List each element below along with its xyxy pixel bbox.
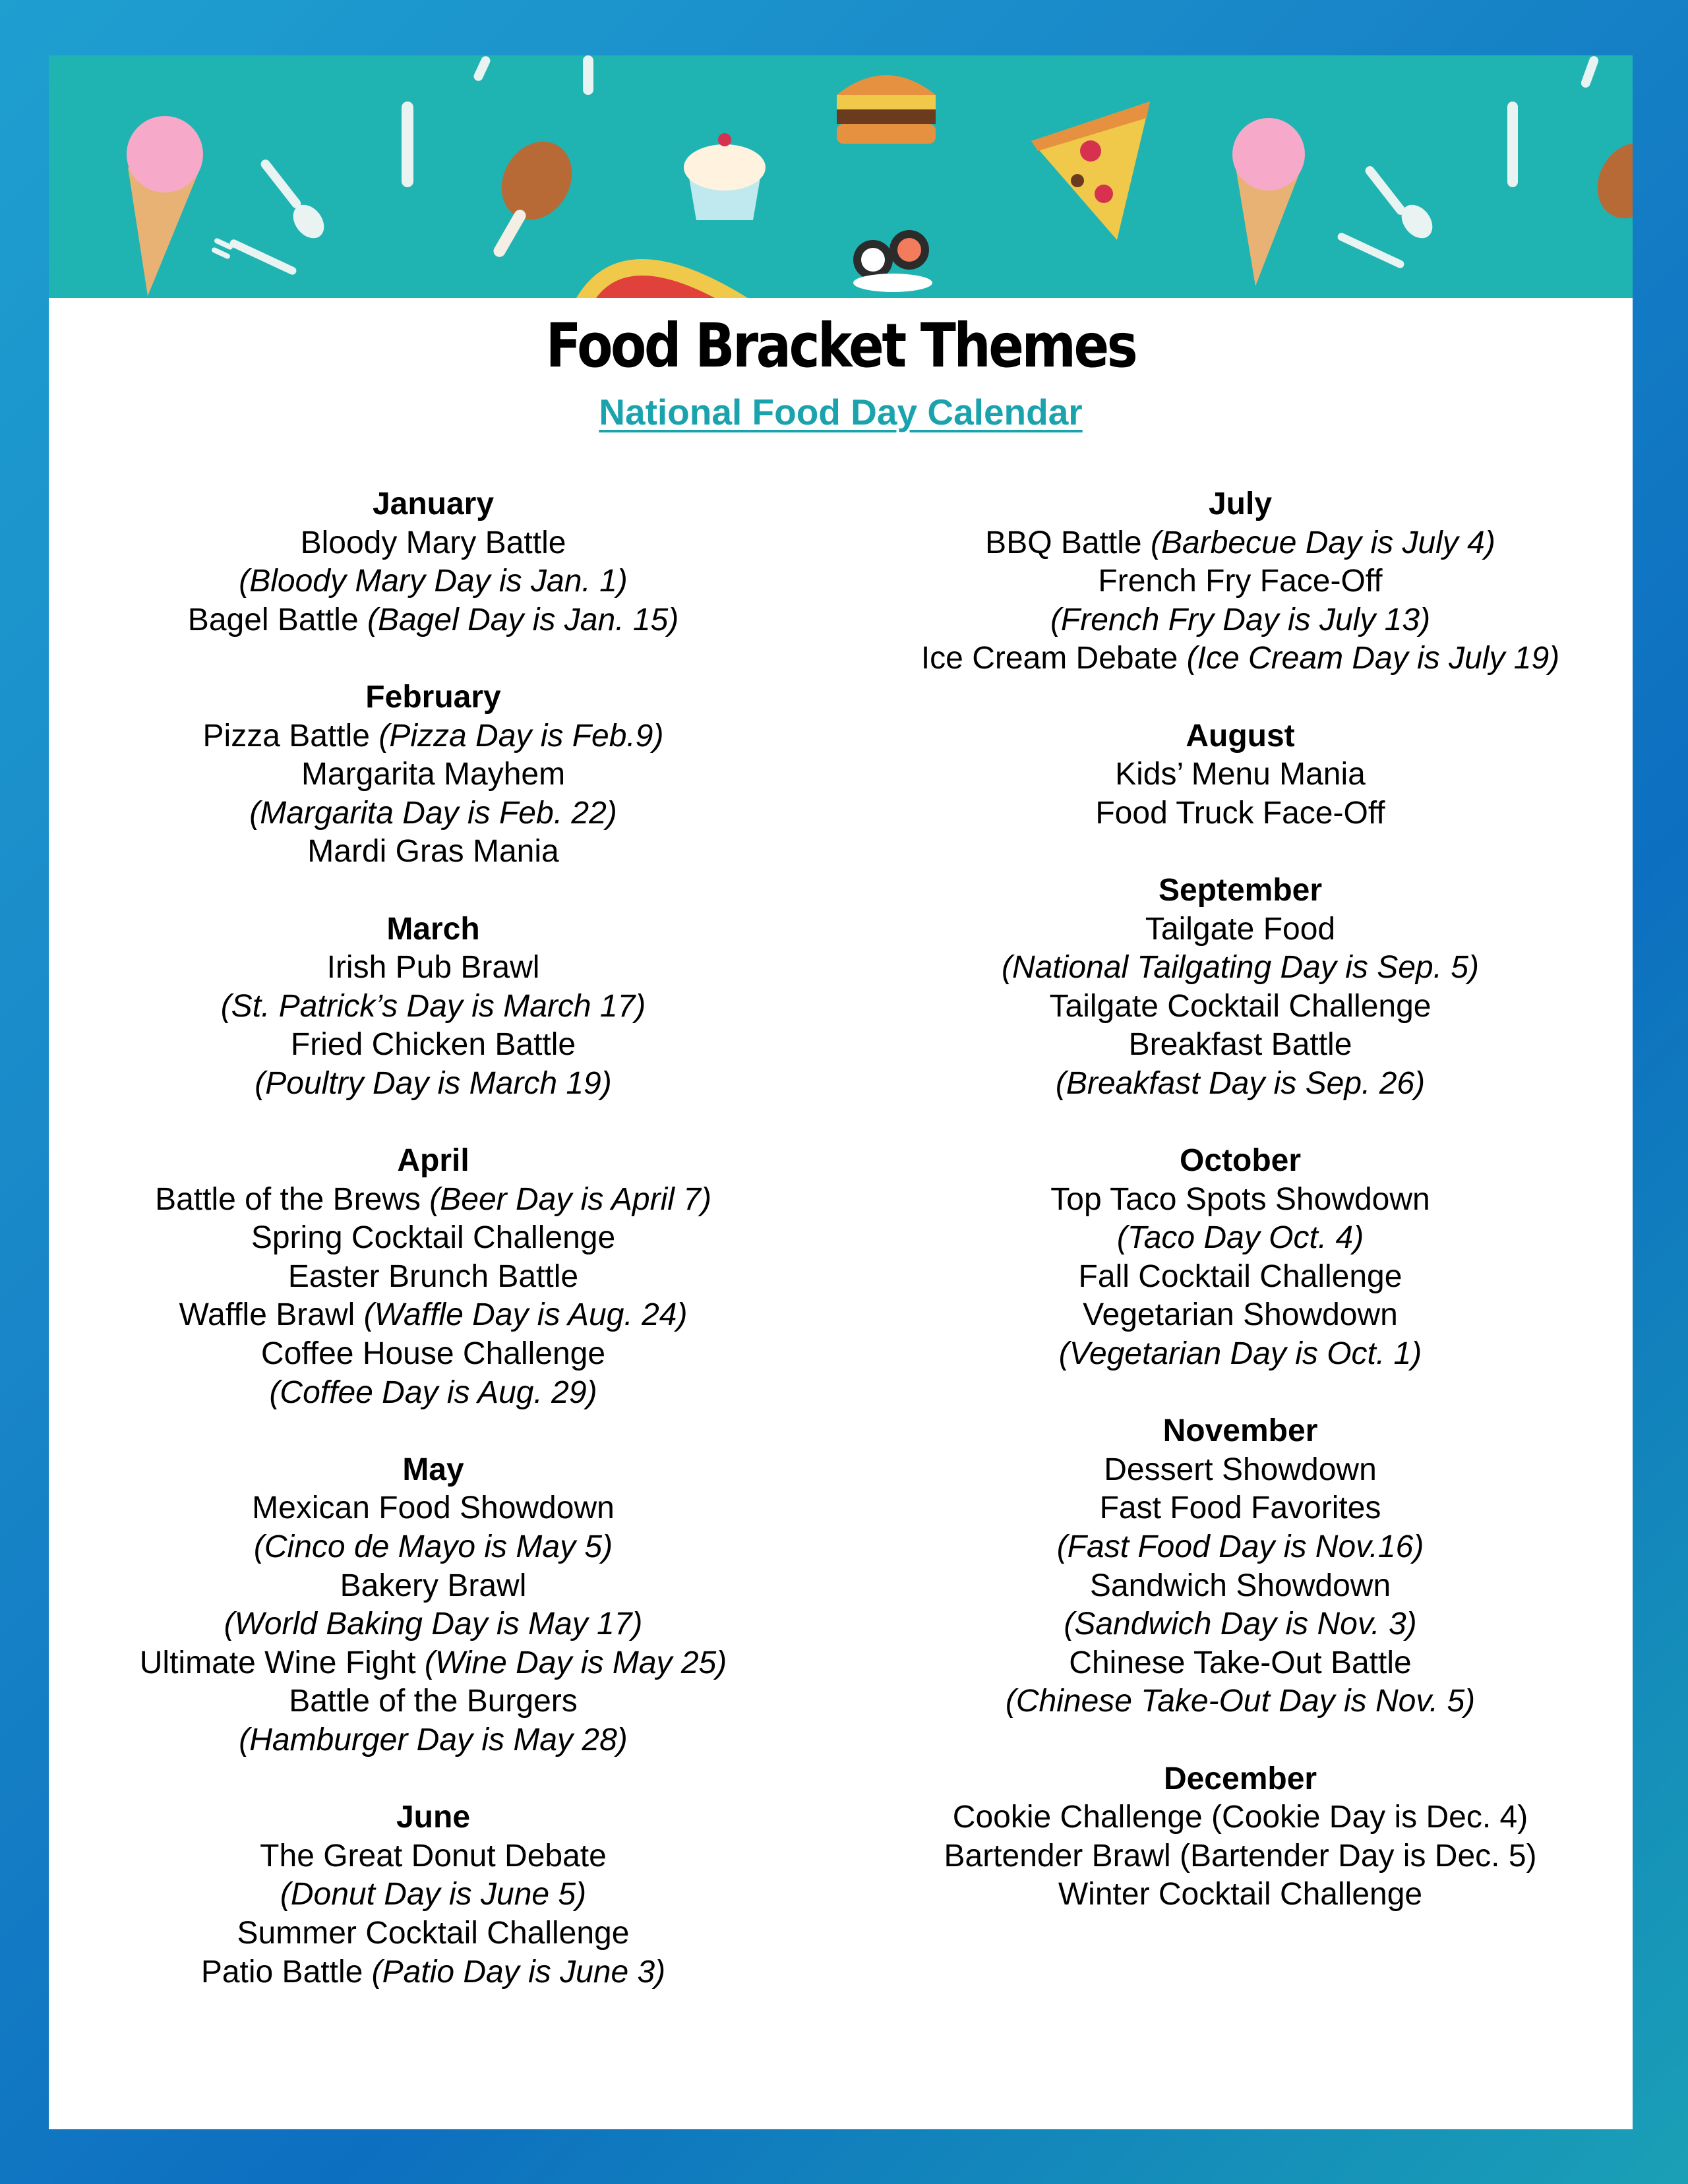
month-section xyxy=(869,1412,1612,1721)
theme-entry xyxy=(869,1258,1612,1297)
page-title: Food Bracket Themes xyxy=(545,310,1136,381)
food-day-note: (Bloody Mary Day is Jan. 1) xyxy=(239,564,628,599)
theme-name: Cookie Challenge (Cookie Day is Dec. 4) xyxy=(952,1800,1528,1835)
theme-entry xyxy=(869,1798,1612,1837)
theme-entry xyxy=(62,717,804,756)
month-section xyxy=(869,1142,1612,1374)
month-heading: May xyxy=(402,1452,464,1487)
theme-entry xyxy=(869,601,1612,640)
theme-name: Margarita Mayhem xyxy=(301,757,566,792)
month-heading: October xyxy=(1179,1143,1302,1179)
theme-name: Fall Cocktail Challenge xyxy=(1078,1258,1402,1294)
theme-entry xyxy=(869,755,1612,794)
theme-name: Bagel Battle xyxy=(187,602,367,637)
theme-entry xyxy=(869,1335,1612,1374)
food-day-note: (National Tailgating Day is Sep. 5) xyxy=(1002,950,1479,986)
theme-entry xyxy=(869,1065,1612,1104)
food-day-note: (Cinco de Mayo is May 5) xyxy=(253,1529,613,1565)
food-day-note: (Beer Day is April 7) xyxy=(429,1181,711,1217)
month-heading: July xyxy=(1208,487,1273,521)
theme-name: Irish Pub Brawl xyxy=(326,950,540,986)
theme-entry xyxy=(62,1567,804,1606)
theme-entry xyxy=(62,1953,804,1992)
month-section xyxy=(62,1798,804,1992)
theme-entry xyxy=(62,1875,804,1914)
spoon-icon xyxy=(259,158,330,244)
month-heading: September xyxy=(1158,872,1323,908)
theme-entry xyxy=(869,1682,1612,1721)
theme-entry xyxy=(62,601,804,640)
month-heading: April xyxy=(397,1143,469,1179)
theme-entry xyxy=(62,833,804,871)
knife-icon xyxy=(1507,55,1600,187)
fork-icon xyxy=(1337,231,1406,269)
month-section xyxy=(62,678,804,871)
theme-entry xyxy=(62,1489,804,1528)
theme-name: Mexican Food Showdown xyxy=(252,1490,615,1526)
theme-entry xyxy=(62,1258,804,1297)
food-day-note: (Waffle Day is Aug. 24) xyxy=(363,1297,688,1333)
theme-name: Food Truck Face-Off xyxy=(1095,795,1385,831)
chicken-drumstick-icon xyxy=(488,129,586,259)
theme-name: Breakfast Battle xyxy=(1128,1027,1352,1063)
theme-entry xyxy=(62,1528,804,1567)
theme-name: Top Taco Spots Showdown xyxy=(1050,1181,1430,1217)
month-section xyxy=(62,1142,804,1412)
theme-name: Easter Brunch Battle xyxy=(287,1258,579,1294)
theme-entry xyxy=(869,1837,1612,1876)
food-day-note: (Margarita Day is Feb. 22) xyxy=(249,795,617,831)
theme-entry xyxy=(869,1181,1612,1220)
theme-name: Summer Cocktail Challenge xyxy=(237,1915,630,1951)
theme-name: Waffle Brawl xyxy=(179,1297,364,1333)
theme-entry xyxy=(62,1065,804,1104)
food-day-note: (Donut Day is June 5) xyxy=(280,1877,587,1912)
theme-name: Spring Cocktail Challenge xyxy=(251,1220,616,1256)
food-day-note: (Chinese Take-Out Day is Nov. 5) xyxy=(1005,1684,1476,1719)
food-day-note: (Barbecue Day is July 4) xyxy=(1150,525,1495,560)
theme-name: Ice Cream Debate xyxy=(920,641,1187,676)
theme-name: The Great Donut Debate xyxy=(260,1838,607,1874)
food-day-note: (Poultry Day is March 19) xyxy=(255,1065,612,1101)
theme-name: Winter Cocktail Challenge xyxy=(1058,1877,1423,1912)
month-section xyxy=(869,1760,1612,1914)
month-heading: December xyxy=(1163,1761,1317,1796)
theme-name: Kids’ Menu Mania xyxy=(1115,757,1366,792)
theme-name: Ultimate Wine Fight xyxy=(139,1645,425,1680)
theme-entry xyxy=(62,949,804,988)
theme-entry xyxy=(62,1644,804,1683)
theme-entry xyxy=(62,1335,804,1374)
food-day-note: (Vegetarian Day is Oct. 1) xyxy=(1058,1336,1422,1372)
theme-name: Dessert Showdown xyxy=(1104,1452,1377,1487)
theme-name: Vegetarian Showdown xyxy=(1083,1297,1398,1333)
theme-name: Bartender Brawl (Bartender Day is Dec. 5) xyxy=(944,1838,1537,1874)
theme-name: Tailgate Food xyxy=(1145,911,1336,947)
food-day-note: (Ice Cream Day is July 19) xyxy=(1186,641,1560,676)
chicken-drumstick-icon xyxy=(1584,131,1633,231)
theme-entry xyxy=(62,1914,804,1953)
food-day-note: (French Fry Day is July 13) xyxy=(1050,602,1431,637)
theme-entry xyxy=(869,794,1612,833)
month-section xyxy=(62,1451,804,1760)
food-day-note: (Patio Day is June 3) xyxy=(371,1954,666,1990)
taco-icon xyxy=(576,259,748,298)
theme-entry xyxy=(869,1219,1612,1258)
page-sheet xyxy=(49,55,1633,2129)
theme-name: Coffee House Challenge xyxy=(260,1336,606,1372)
theme-name: Fried Chicken Battle xyxy=(290,1027,576,1063)
theme-entry xyxy=(869,988,1612,1026)
food-day-note: (Breakfast Day is Sep. 26) xyxy=(1055,1065,1426,1101)
calendar-link[interactable]: National Food Day Calendar xyxy=(599,392,1083,432)
ice-cream-cone-icon xyxy=(1232,118,1305,286)
food-day-note: (Taco Day Oct. 4) xyxy=(1116,1220,1364,1256)
right-month-column xyxy=(869,485,1612,1953)
theme-entry xyxy=(869,1026,1612,1065)
theme-name: Mardi Gras Mania xyxy=(307,834,559,870)
theme-entry xyxy=(869,1451,1612,1490)
food-day-note: (Hamburger Day is May 28) xyxy=(239,1723,628,1757)
food-day-note: (Fast Food Day is Nov.16) xyxy=(1056,1529,1424,1565)
theme-entry xyxy=(62,755,804,794)
month-section xyxy=(62,910,804,1104)
food-day-note: (Bagel Day is Jan. 15) xyxy=(367,602,679,637)
theme-entry xyxy=(62,524,804,563)
theme-name: Sandwich Showdown xyxy=(1089,1568,1391,1603)
theme-entry xyxy=(62,1721,804,1760)
spoon-icon xyxy=(1364,164,1439,244)
theme-entry xyxy=(869,1875,1612,1914)
theme-entry xyxy=(62,562,804,601)
theme-name: Battle of the Burgers xyxy=(289,1684,578,1719)
theme-name: Tailgate Cocktail Challenge xyxy=(1049,988,1432,1024)
theme-entry xyxy=(62,1181,804,1220)
theme-entry xyxy=(869,562,1612,601)
theme-entry xyxy=(62,1374,804,1413)
month-section xyxy=(869,485,1612,678)
month-heading: November xyxy=(1162,1413,1318,1449)
food-day-note: (Wine Day is May 25) xyxy=(424,1645,727,1680)
food-day-note: (Pizza Day is Feb.9) xyxy=(378,718,664,753)
hamburger-icon xyxy=(837,75,936,144)
cupcake-icon xyxy=(684,133,766,220)
month-heading: January xyxy=(372,487,495,521)
theme-name: Patio Battle xyxy=(200,1954,372,1990)
month-section xyxy=(869,717,1612,833)
food-banner xyxy=(49,55,1633,298)
sushi-icon xyxy=(853,230,932,292)
theme-entry xyxy=(869,910,1612,949)
month-heading: June xyxy=(396,1800,471,1835)
theme-name: BBQ Battle xyxy=(985,525,1151,560)
theme-entry xyxy=(62,1837,804,1876)
theme-name: Battle of the Brews xyxy=(155,1181,430,1217)
theme-name: Fast Food Favorites xyxy=(1099,1490,1381,1526)
month-section xyxy=(869,871,1612,1104)
theme-entry xyxy=(869,1296,1612,1335)
theme-name: French Fry Face-Off xyxy=(1098,564,1383,599)
theme-entry xyxy=(62,1605,804,1644)
theme-name: Chinese Take-Out Battle xyxy=(1069,1645,1412,1680)
theme-entry xyxy=(869,1489,1612,1528)
theme-entry xyxy=(869,1567,1612,1606)
theme-name: Pizza Battle xyxy=(202,718,379,753)
theme-entry xyxy=(869,1605,1612,1644)
theme-entry xyxy=(62,794,804,833)
pizza-slice-icon xyxy=(1031,102,1150,240)
theme-entry xyxy=(869,949,1612,988)
theme-name: Bakery Brawl xyxy=(340,1568,527,1603)
food-day-note: (Coffee Day is Aug. 29) xyxy=(269,1374,597,1410)
theme-entry xyxy=(62,1296,804,1335)
food-day-note: (St. Patrick’s Day is March 17) xyxy=(220,988,646,1024)
month-heading: February xyxy=(365,679,501,715)
ice-cream-cone-icon xyxy=(127,116,203,296)
theme-name: Bloody Mary Battle xyxy=(300,525,566,560)
food-day-note: (World Baking Day is May 17) xyxy=(224,1607,643,1642)
theme-entry xyxy=(62,1026,804,1065)
theme-entry xyxy=(62,988,804,1026)
month-heading: August xyxy=(1186,718,1295,753)
left-month-column xyxy=(62,485,804,2030)
month-section xyxy=(62,485,804,639)
theme-entry xyxy=(62,1682,804,1721)
theme-entry xyxy=(62,1219,804,1258)
month-heading: March xyxy=(386,911,480,947)
food-day-note: (Sandwich Day is Nov. 3) xyxy=(1064,1607,1417,1642)
theme-entry xyxy=(869,524,1612,563)
theme-entry xyxy=(869,1644,1612,1683)
theme-entry xyxy=(869,639,1612,678)
theme-entry xyxy=(869,1528,1612,1567)
fork-icon xyxy=(211,237,298,276)
calendar-link-subtitle[interactable] xyxy=(49,389,1633,435)
